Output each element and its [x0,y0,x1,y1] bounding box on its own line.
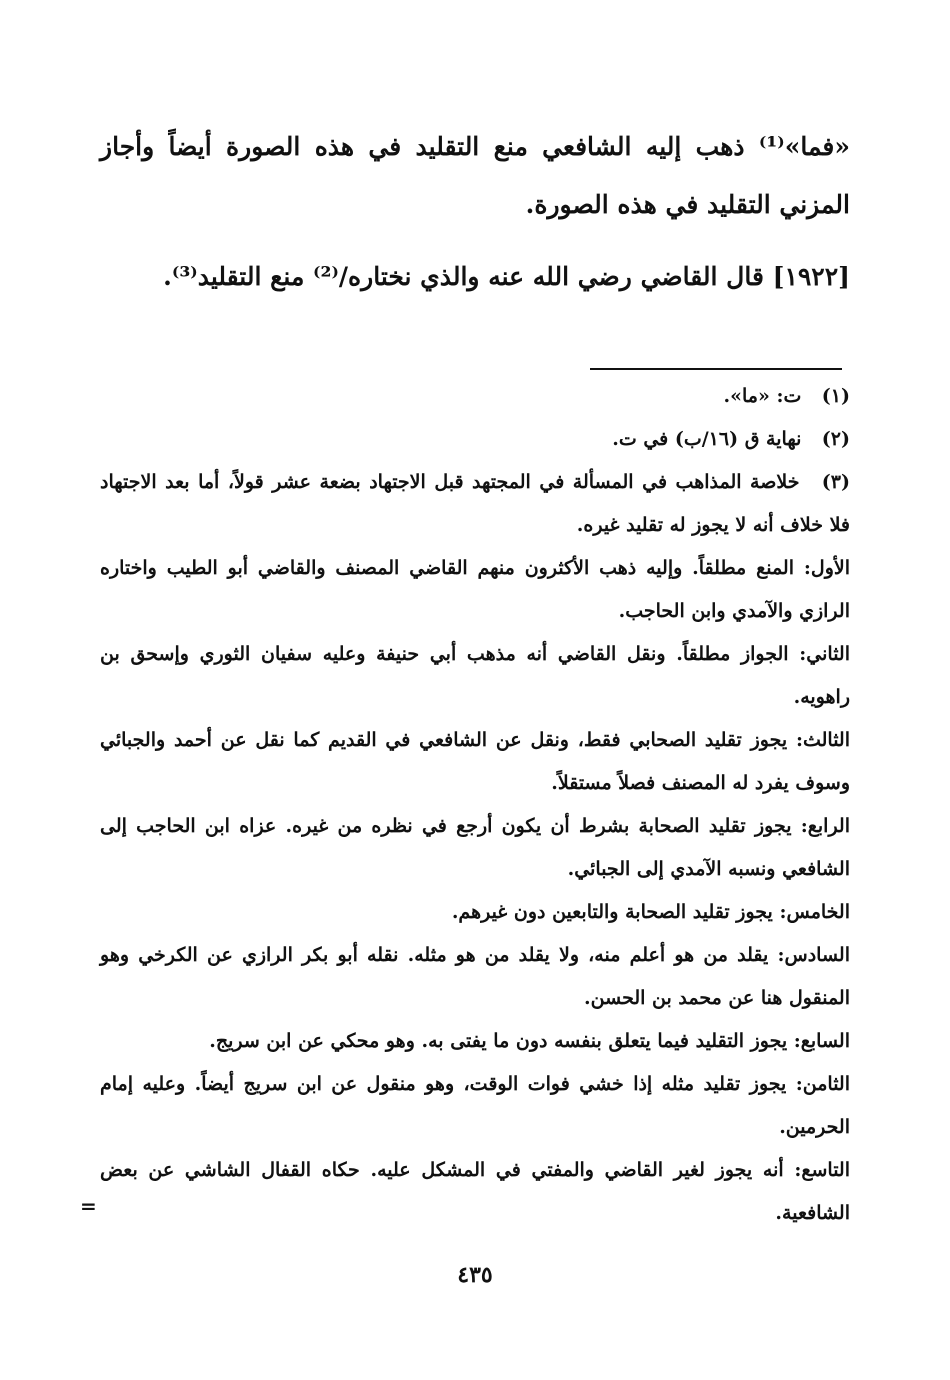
footnote-number: (٢) [821,428,850,450]
footnote-text: ت: «ما». [723,385,802,407]
footnote-number: (١) [821,385,850,407]
footnote-item-7: السابع: يجوز التقليد فيما يتعلق بنفسه دون ما يفتى به. وهو محكي عن ابن سريج. [209,1030,850,1052]
footnote-item-6: السادس: يقلد من هو أعلم منه، ولا يقلد من هو مثله. نقله أبو بكر الرازي عن الكرخي وهو المنقول هنا عن محمد بن الحسن. [100,944,850,1009]
footnote-item-1: الأول: المنع مطلقاً. وإليه ذهب الأكثرون منهم القاضي المصنف والقاضي أبو الطيب واختاره الرازي والآمدي وابن الحاجب. [100,557,850,622]
page-number: ٤٣٥ [457,1262,493,1288]
main-paragraph-2: [١٩٢٢] قال القاضي رضي الله عنه والذي نختاره/⁽²⁾ منع التقليد⁽³⁾. [163,262,850,291]
footnote-2 [100,418,850,461]
footnotes-section [100,375,850,1235]
footnote-1 [100,375,850,418]
footnote-3 [100,461,850,547]
main-text [100,118,850,320]
footnote-item-9: التاسع: أنه يجوز لغير القاضي والمفتي في المشكل عليه. حكاه القفال الشاشي عن بعض الشافعية. [100,1159,850,1224]
main-paragraph-1: «فما»⁽¹⁾ ذهب إليه الشافعي منع التقليد في هذه الصورة أيضاً وأجاز المزني التقليد في هذه الصورة. [100,132,850,219]
footnote-text: نهاية ق (١٦/ب) في ت. [612,428,802,450]
footnote-number: (٣) [821,471,850,493]
footnote-divider [590,368,842,370]
footnote-text: خلاصة المذاهب في المسألة في المجتهد قبل الاجتهاد بضعة عشر قولاً، أما بعد الاجتهاد فلا خلاف أنه لا يجوز له تقليد غيره. [100,471,850,536]
footnote-item-5: الخامس: يجوز تقليد الصحابة والتابعين دون غيرهم. [451,901,850,923]
footnote-item-3: الثالث: يجوز تقليد الصحابي فقط، ونقل عن الشافعي في القديم كما نقل عن أحمد والجبائي وسوف يفرد له المصنف فصلاً مستقلاً. [100,729,850,794]
continuation-mark: = [80,1194,97,1218]
footnote-item-4: الرابع: يجوز تقليد الصحابة بشرط أن يكون أرجع في نظره من غيره. عزاه ابن الحاجب إلى الشافعي ونسبه الآمدي إلى الجبائي. [100,815,850,880]
footnote-item-8: الثامن: يجوز تقليد مثله إذا خشي فوات الوقت، وهو منقول عن ابن سريج أيضاً. وعليه إمام الحرمين. [100,1073,850,1138]
footnote-item-2: الثاني: الجواز مطلقاً. ونقل القاضي أنه مذهب أبي حنيفة وعليه سفيان الثوري وإسحق بن راهويه. [100,643,850,708]
